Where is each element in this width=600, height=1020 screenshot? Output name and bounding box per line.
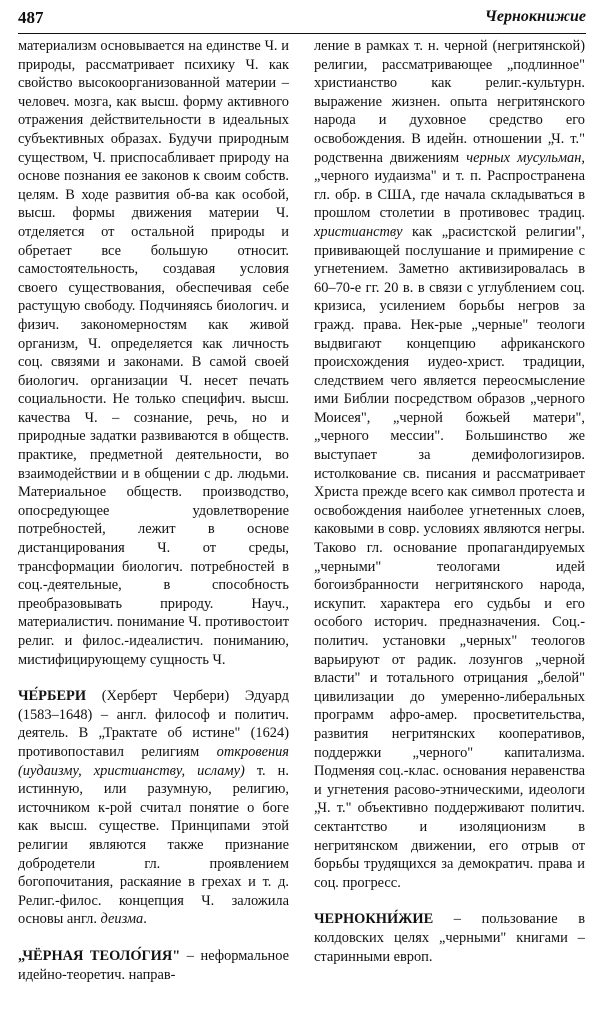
entry-crossref: черных мусульман — [466, 149, 582, 166]
entry-text: , „черного иудаизма" и т. п. Распространена гл. обр. в США, где начала складываться в прошлом столетии в противовес традиц. — [314, 149, 585, 222]
page-header — [18, 8, 586, 32]
entry-text: т. н. истинную, или разумную, религию, источником к-рой считал понятие о боге как высш. существе. Принципами этой религии являются также признание добродетели гл. проявлением богопочитания, раскаяние в грехах и т. д. Религ.-филос. концепция Ч. заложила основы англ. — [18, 762, 289, 928]
entry-cherbery — [18, 687, 289, 929]
entry-continuation-paragraph: материализм основывается на единстве Ч. и природы, рассматривает психику Ч. как свойство высокоорганизованной материи – человеч. мозга, как высш. форму активного отражения действительности в идеальных субъективных образах. Будучи природным существом, Ч. приспосабливает природу на основе познания ее законов к своим собств. целям. В ходе развития об-ва как особой, высш. формы движения материи Ч. отделяется от остальной природы и обретает все большую относит. самостоятельность, создавая условия своего существования, обеспечивая себе растущую свободу. Подчиняясь биологич. и физич. закономерностям как живой организм, Ч. определяется как личность соц. связями и законами. В самой своей биологич. организации Ч. несет печать социальности. Не только специфич. высш. качества Ч. – сознание, речь, но и природные задатки развиваются в обществ. практике, предметной деятельности, во взаимодействии и в общении с др. людьми. Материальное обществ. производство, опосредующее удовлетворение потребностей, лежит в основе дистанцирования Ч. от среды, трансформации биологич. потребностей в соц.-деятельные, в способность преобразовывать природу. Науч., материалистич. понимание Ч. противостоит религ. и филос.-идеалистич. пониманию, мистифицирующему сущность Ч. — [18, 38, 289, 668]
entry-term: „ЧЁРНАЯ ТЕОЛО́ГИЯ" — [18, 947, 181, 964]
entry-crossref: христианству — [314, 223, 403, 240]
entry-term: ЧЕ́РБЕРИ — [18, 688, 87, 705]
entry-term: ЧЕРНОКНИ́ЖИЕ — [314, 911, 434, 928]
entry-text: как „расистской религии", прививающей послушание и примирение с угнетением. Заметно активизировалась в 60–70-е гг. 20 в. в связи с углублением соц. кризиса, усилением борьбы негров за гражд. права. Нек-рые „черные" теологи выдвигают концепцию африканского происхождения иудео-христ. традиции, следствием чего является переосмысление ими Библии посредством образов „черного Моисея", „черной божьей матери", „черного мессии". Большинство же выступает за демифологизиров. истолкование св. писания и рассматривает Христа прежде всего как символ протеста и освобождения наиболее угнетенных слоев, каковыми в совр. условиях являются негры. Таково гл. основание пропагандируемых „черными" теологами идей богоизбранности негритянского народа, искупит. характера его судьбы и его особого историч. предназначения. Соц.-политич. установки „черных" теологов варьируют от радик. лозунгов „черной власти" и тотального отрицания „белой" цивилизации до умеренно-либеральных программ афро-амер. просветительства, развития негритянских кооперативов, поддержки „черного" капитализма. Подменяя соц.-клас. основания неравенства и угнетения расово-этническими, идеологи „Ч. т." объективно поддерживают политич. сектантство и изоляционизм в негритянском движении, его отрыв от борьбы трудящихся за демократич. права и соц. прогресс. — [314, 223, 585, 891]
left-column — [18, 37, 289, 984]
entry-black-theology-continued — [314, 37, 585, 892]
entry-crossref: деизма — [100, 911, 144, 928]
entry-text: ление в рамках т. н. черной (негритянской) религии, рассматривающее „подлинное" христианство как религ.-культурн. выражение жизнен. опыта негритянского народа и духовное средство его освобождения. В идейн. отношении „Ч. т." родственна движениям — [314, 38, 585, 166]
header-rule — [18, 33, 586, 34]
entry-chernoknizhie — [314, 910, 585, 966]
entry-text: – пользование в колдовских целях „черными" книгами – старинными европ. — [314, 911, 585, 965]
entry-text: . — [143, 911, 147, 928]
entry-text: (Херберт Чербери) Эдуард (1583–1648) – англ. философ и политич. деятель. В „Трактате об истине" (1624) противопоставил религиям — [18, 688, 289, 760]
page-number: 487 — [18, 8, 44, 27]
entry-black-theology — [18, 947, 289, 984]
running-head: Чернокнижие — [484, 8, 586, 25]
entry-crossref: откровения (иудаизму, христианству, исламу) — [18, 743, 289, 779]
entry-text: – неформальное идейно-теоретич. направ- — [18, 947, 289, 983]
right-column — [314, 37, 585, 966]
